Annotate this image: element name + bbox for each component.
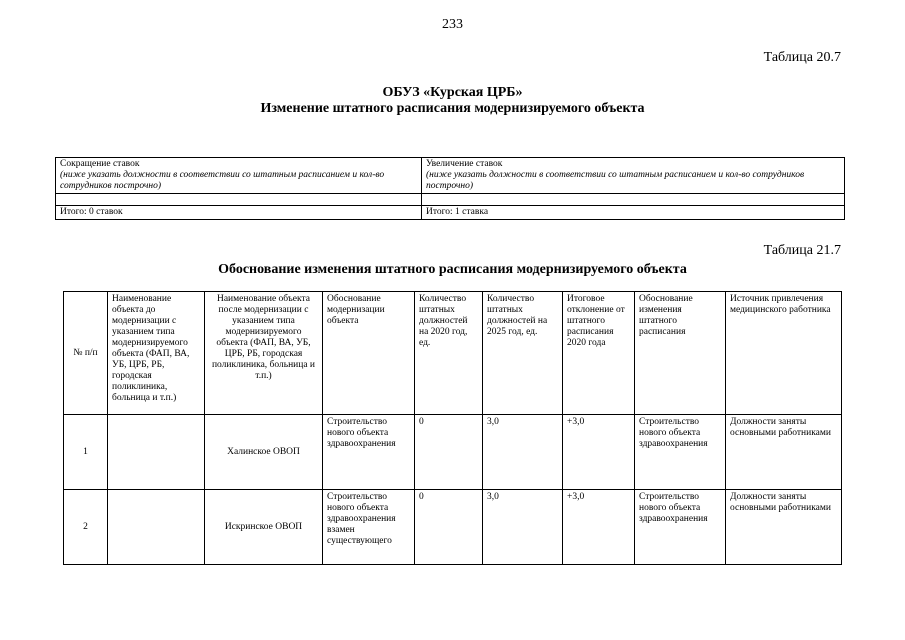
staff-empty-left [56, 194, 422, 206]
table-21-7-title: Обоснование изменения штатного расписания модернизируемого объекта [218, 262, 687, 277]
row-after: Халинское ОВОП [205, 415, 323, 490]
row-num: 1 [64, 415, 108, 490]
row-source: Должности заняты основными работниками [726, 415, 842, 490]
table-header-row [64, 292, 842, 415]
header-reason: Обоснование модернизации объекта [323, 292, 415, 415]
header-change-reason: Обоснование изменения штатного расписания [635, 292, 726, 415]
row-num: 2 [64, 490, 108, 565]
row-count-2020: 0 [415, 415, 483, 490]
row-deviation: +3,0 [563, 415, 635, 490]
header-count-2025: Количество штатных должностей на 2025 год, ед. [483, 292, 563, 415]
page-number: 233 [442, 17, 463, 32]
table-row [64, 415, 842, 490]
staff-increase-note: (ниже указать должности в соответствии со штатным расписанием и кол-во сотрудников построчно) [426, 170, 805, 191]
staff-header-row [56, 158, 845, 194]
header-before: Наименование объекта до модернизации с указанием типа модернизируемого объекта (ФАП, ВА, УБ, ЦРБ, РБ, городская поликлиника, больница и т.п.) [108, 292, 205, 415]
staff-total-row [56, 206, 845, 220]
header-num: № п/п [64, 292, 108, 415]
row-change-reason: Строительство нового объекта здравоохранения [635, 490, 726, 565]
table-20-7-label: Таблица 20.7 [763, 50, 841, 65]
staff-empty-right [422, 194, 845, 206]
row-count-2025: 3,0 [483, 415, 563, 490]
row-before [108, 415, 205, 490]
staff-decrease-cell [56, 158, 422, 194]
staff-decrease-note: (ниже указать должности в соответствии со штатным расписанием и кол-во сотрудников построчно) [60, 170, 385, 191]
row-source: Должности заняты основными работниками [726, 490, 842, 565]
row-before [108, 490, 205, 565]
header-deviation: Итоговое отклонение от штатного расписания 2020 года [563, 292, 635, 415]
staff-decrease-total: Итого: 0 ставок [56, 206, 422, 220]
row-count-2020: 0 [415, 490, 483, 565]
org-title: ОБУЗ «Курская ЦРБ» [382, 85, 523, 100]
table-21-7-label: Таблица 21.7 [763, 243, 841, 258]
row-change-reason: Строительство нового объекта здравоохранения [635, 415, 726, 490]
staff-increase-cell [422, 158, 845, 194]
header-source: Источник привлечения медицинского работника [726, 292, 842, 415]
header-after: Наименование объекта после модернизации с указанием типа модернизируемого объекта (ФАП, ВА, УБ, ЦРБ, РБ, городская поликлиника, больница и т.п.) [205, 292, 323, 415]
justification-table [63, 291, 842, 565]
row-deviation: +3,0 [563, 490, 635, 565]
table-20-7-title: Изменение штатного расписания модернизируемого объекта [260, 101, 645, 116]
header-count-2020: Количество штатных должностей на 2020 год, ед. [415, 292, 483, 415]
row-count-2025: 3,0 [483, 490, 563, 565]
row-reason: Строительство нового объекта здравоохранения [323, 415, 415, 490]
staff-empty-row [56, 194, 845, 206]
staff-increase-total: Итого: 1 ставка [422, 206, 845, 220]
row-reason: Строительство нового объекта здравоохранения взамен существующего [323, 490, 415, 565]
staff-increase-header: Увеличение ставок [426, 159, 503, 169]
table-row [64, 490, 842, 565]
row-after: Искринское ОВОП [205, 490, 323, 565]
staff-decrease-header: Сокращение ставок [60, 159, 140, 169]
staff-change-table [55, 157, 845, 220]
